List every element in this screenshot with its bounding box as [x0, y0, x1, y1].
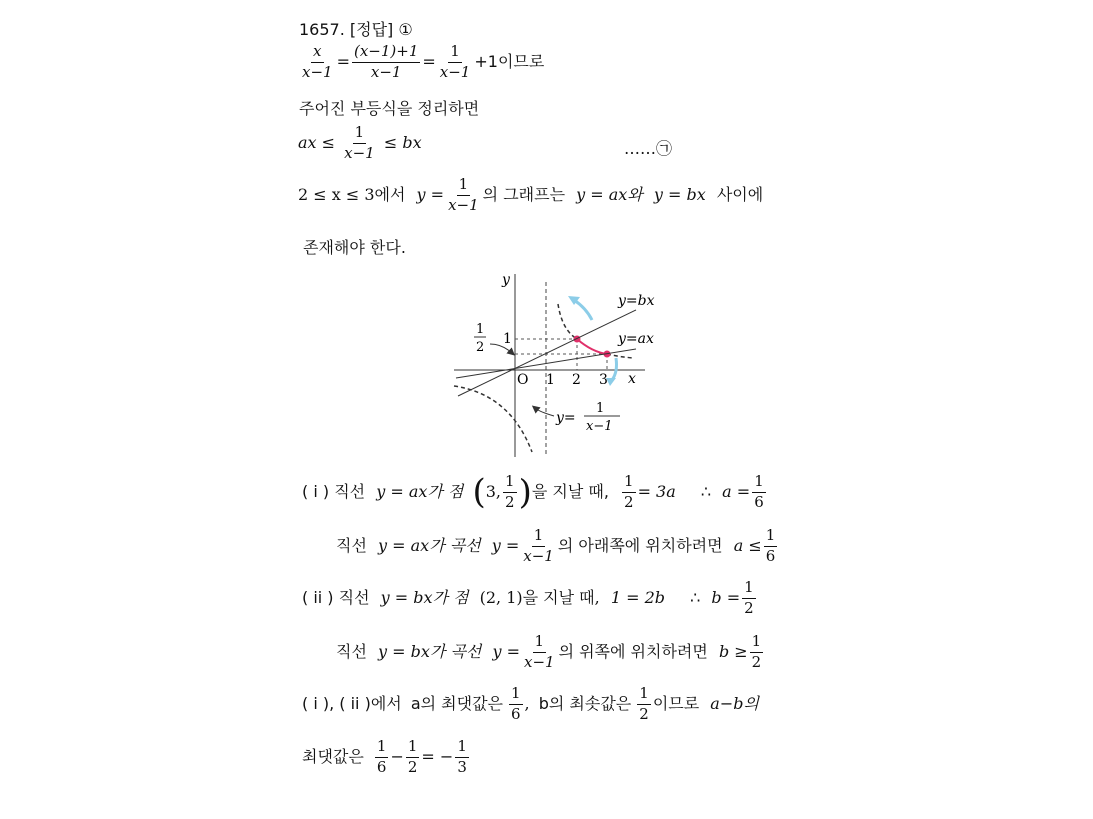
line-bx-label: y=bx	[618, 293, 655, 309]
function-graph	[440, 262, 680, 462]
identity-line: $\frac{x}{x-1}$ = $\frac{(x-1)+1}{x-1}$ = $\frac{1}{x-1}$ +1이므로	[302, 42, 545, 81]
x-axis-label: x	[628, 371, 636, 387]
fraction: $\frac{1}{3}$	[457, 737, 467, 776]
fraction: $\frac{1}{2}$	[407, 737, 418, 776]
arrow-up-blue	[574, 300, 592, 320]
curve-right-upper	[558, 304, 577, 339]
fraction: $\frac{1}{x-1}$	[439, 42, 471, 81]
tick-label-y1: 1	[503, 331, 512, 347]
text-line: 주어진 부등식을 정리하면	[299, 99, 480, 118]
curve-label-den: x−1	[586, 419, 613, 434]
half-den: 2	[476, 340, 485, 355]
equation-mark: ……㉠	[624, 139, 673, 158]
curve-left-branch	[454, 386, 532, 452]
y-axis-label: y	[502, 272, 510, 288]
fraction: $\frac{1}{6}$	[754, 472, 764, 511]
fraction: $\frac{x}{x-1}$	[302, 42, 333, 81]
fraction: $\frac{(x-1)+1}{x-1}$	[353, 42, 419, 81]
problem-header: 1657. [정답] ①	[299, 20, 413, 39]
fraction: $\frac{1}{x-1}$	[523, 526, 554, 565]
text-line: 존재해야 한다.	[303, 238, 406, 257]
fraction: $\frac{1}{x-1}$	[523, 632, 555, 671]
arrow-down-blue	[612, 358, 617, 380]
fraction: $\frac{1}{x-1}$	[448, 175, 479, 214]
curve-label-num: 1	[596, 401, 605, 416]
curve-label: y=	[556, 410, 576, 426]
inequality-line: ax ≤ $\frac{1}{x-1}$ ≤ bx	[298, 123, 422, 162]
fraction: $\frac{1}{2}$	[744, 578, 754, 617]
case2-line2: 직선 y = bx가 곡선 y = $\frac{1}{x-1}$ 의 위쪽에 위치하려면 b ≥ $\frac{1}{2}$	[336, 632, 762, 671]
half-num: 1	[476, 322, 485, 337]
fraction: $\frac{1}{2}$	[639, 684, 649, 723]
fraction: $\frac{1}{6}$	[765, 526, 776, 565]
tick-label-1: 1	[546, 372, 555, 388]
fraction: $\frac{1}{2}$	[505, 472, 515, 511]
curve-right-lower	[607, 354, 634, 358]
fraction: $\frac{1}{6}$	[376, 737, 387, 776]
origin-label: O	[517, 372, 529, 388]
case2-line1: ( ii ) 직선 y = bx가 점 (2, 1)을 지날 때, 1 = 2b ∴ b = $\frac{1}{2}$	[302, 578, 754, 617]
case1-line1: ( i ) 직선 y = ax가 점 (3, $\frac{1}{2}$ )을 지날 때, $\frac{1}{2}$ = 3a ∴ a = $\frac{1}{6}$	[302, 472, 764, 513]
tick-label-3: 3	[599, 372, 608, 388]
fraction: $\frac{1}{6}$	[511, 684, 521, 723]
curve-pointer-arrow	[535, 408, 554, 416]
fraction: $\frac{1}{2}$	[624, 472, 634, 511]
fraction: $\frac{1}{x-1}$	[344, 123, 375, 162]
curve-highlight	[577, 339, 607, 354]
line-ax-label: y=ax	[618, 331, 654, 347]
conclusion-line2: 최댓값은 $\frac{1}{6}$ − $\frac{1}{2}$ = − $\frac{1}{3}$	[302, 737, 467, 776]
tick-label-2: 2	[572, 372, 581, 388]
fraction: $\frac{1}{2}$	[751, 632, 762, 671]
case1-line2: 직선 y = ax가 곡선 y = $\frac{1}{x-1}$ 의 아래쪽에 위치하려면 a ≤ $\frac{1}{6}$	[336, 526, 776, 565]
condition-line: 2 ≤ x ≤ 3에서 y = $\frac{1}{x-1}$ 의 그래프는 y = ax와 y = bx 사이에	[298, 175, 764, 214]
conclusion-line1: ( i ), ( ii )에서 a의 최댓값은 $\frac{1}{6}$ , b의 최솟값은 $\frac{1}{2}$ 이므로 a−b의	[302, 684, 759, 723]
